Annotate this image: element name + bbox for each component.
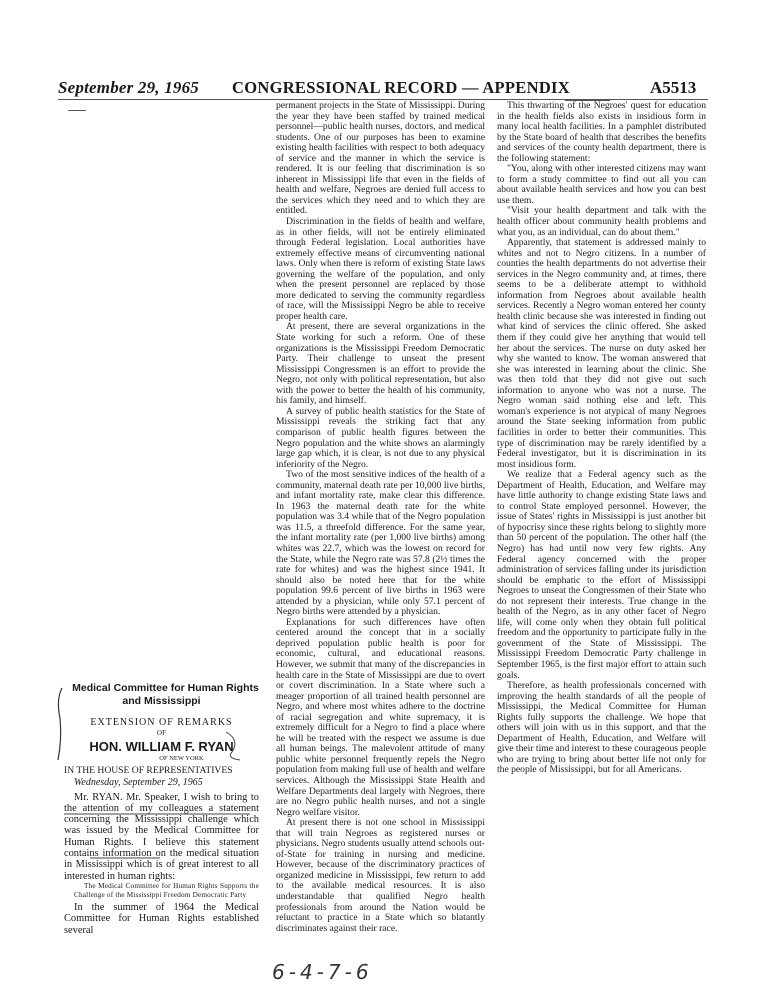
header-title: CONGRESSIONAL RECORD — APPENDIX [232,78,570,97]
member-state: OF NEW YORK [159,754,204,762]
house-label: IN THE HOUSE OF REPRESENTATIVES [64,764,233,776]
paragraph: A survey of public health statistics for the State of Mississippi reveals the striking fact that any comparison of public health figures between the Negro population and the white shows an alarmingly large gap which, it is clear, is not due to any physical inferiority of the Negro. [276,405,485,470]
paragraph: We realize that a Federal agency such as the Department of Health, Education, and Welfare may have little authority to change existing State laws and to control State employed personnel. However, the issue of States' rights in Mississippi is just another bit of hypocrisy since these rights belong to slightly more than 50 percent of the population. The other half (the Negro) has had until now very few rights. Any Federal agency concerned with the proper administration of services falling under its jurisdiction should be emphatic to the effort of Mississippi Negroes to unseat the Congressmen of their State who do not represent their interests. True change in the health of the Negro, as in any other facet of Negro life, will come only when they obtain full political freedom and the opportunity to participate fully in the government of the State of Mississippi. The Mississippi Freedom Democratic Party challenge in September 1965, is the first major effort to attain such goals. [497,469,706,681]
paragraph: Discrimination in the fields of health and welfare, as in other fields, will not be entirely eliminated through Federal legislation. Local authorities have extremely effective means of circumventing national laws. Only when there is reform of existing State laws governing the welfare of the population, and only when the present personnel are replaced by those more dedicated to serving the community regardless of race, will the Mississippi Negro be able to receive proper health care. [276,216,485,322]
column-3 [497,101,706,967]
paragraph: This thwarting of the Negroes' quest for education in the health fields also exists in insidious form in many local health facilities. In a pamphlet distributed by the State board of health that describes the benefits and services of the county health department, there is the following statement: [497,101,706,164]
paragraph: At present, there are several organizations in the State working for such a reform. One of these organizations is the Mississippi Freedom Democratic Party. Their challenge to unseat the present Mississippi Congressmen is an effort to provide the Negro, not only with political representation, but also with the power to better the health of his community, his family, and himself. [276,321,485,407]
extension-of-remarks: EXTENSION OF REMARKS [90,717,233,728]
article-heading-line2: and Mississippi [122,695,201,707]
header-page-number: A5513 [650,78,697,97]
paragraph: Two of the most sensitive indices of the health of a community, maternal death rate per 10,000 live births, and infant mortality rate, make clear this difference. In 1963 the maternal death rate for the white population was 3.4 while that of the Negro population was 11.5, a threefold difference. For the same year, the infant mortality rate (per 1,000 live births) among whites was 22.7, which was the lowest on record for the State, while the Negro rate was 57.8 (2½ times the rate for whites) and was the highest since 1941. It should also be noted here that for the white population 99.6 percent of live births in 1963 were attended by a physician, while only 57.1 percent of Negro births were attended by a physician. [276,469,485,618]
of-label: OF [157,728,166,737]
paragraph: Therefore, as health professionals concerned with improving the health standards of all the people of Mississippi, the Medical Committee for Human Rights fully supports the challenge. We hope that others will join with us in this support, and that the Department of Health, Education, and Welfare will give their time and interest to these courageous people who are trying to bring about better life not only for the people of Mississippi, but for all Americans. [497,680,706,776]
quotation: "Visit your health department and talk with the health officer about community health problems and what you, as an individual, can do about them." [497,205,706,238]
paragraph: permanent projects in the State of Mississippi. During the year they have been staffed by trained medical personnel—public health nurses, doctors, and medical students. One of our purposes has been to examine existing health facilities with respect to both adequacy of service and the manner in which the service is rendered. It is our feeling that discrimination is so inherent in Mississippi life that even in the fields of health and welfare, Negroes are denied full access to the services which they need and to which they are entitled. [276,101,485,217]
header-rule [58,99,708,100]
paragraph: At present there is not one school in Mississippi that will train Negroes as registered nurses or physicians. Negro students usually attend schools out-of-State for training in nursing and medicine. However, because of the discriminatory practices of organized medicine in Mississippi, few return to add to the available medical resources. It is also understandable that qualified Negro health professionals from around the Nation would be reluctant to practice in a State which so blatantly discriminates against their race. [276,817,485,934]
handwritten-annotation: 6-4-7-6 [272,960,373,984]
header-date: September 29, 1965 [58,78,200,97]
remarks-date: Wednesday, September 29, 1965 [74,776,203,788]
quotation: "You, along with other interested citizens may want to form a study committee to find out all you can about available health services and how you can best use them. [497,163,706,206]
column-2 [276,101,485,967]
column-1 [64,682,259,967]
paragraph: Explanations for such differences have often centered around the concept that in a socially deprived population public health is poor for economic, cultural, and educational reasons. However, we submit that many of the discrepancies in health care in the State of Mississippi are due to overt or covert discrimination. In a State where such a meager proportion of all trained health personnel are Negro, and where most whites adhere to the doctrine of racial segregation and white supremacy, it is extremely difficult for a Negro to find a place where he will be treated with the respect we assume is due all human beings. The malevolent attitude of many public white personnel frequently repels the Negro population from making full use of health and welfare services. Although the Mississippi State Health and Welfare Departments deal largely with Negroes, there are no Negro public health nurses, and not a single Negro welfare visitor. [276,616,485,818]
paragraph: In the summer of 1964 the Medical Committee for Human Rights established several [64,901,259,936]
paragraph: Apparently, that statement is addressed mainly to whites and not to Negro citizens. In a number of counties the health departments do not advertise their services in the Negro community and, at times, there seems to be a deliberate attempt to withhold information from Negroes about available health services. Recently a Negro woman entered her county health clinic because she was interested in finding out what kind of services the clinic offered. She asked them if they could give her anything that would tell her about the services. The nurse on duty asked her why she wanted to know. The woman answered that she was interested in learning about the clinic. She was then told that they did not give out such information to anyone who was not a nurse. The Negro woman said nothing else and left. This woman's experience is not atypical of many Negroes around the State seeking information from public facilities in order to better their communities. This type of discrimination may be rarely identified by a Federal investigator, but it is discrimination in its most insidious form. [497,237,706,470]
paragraph: Mr. RYAN. Mr. Speaker, I wish to bring to the attention of my colleagues a statement concerning the Mississippi challenge which was issued by the Medical Committee for Human Rights. I believe this statement contains information on the medical situation in Mississippi which is of great interest to all interested in human rights: [64,791,259,882]
statement-title: The Medical Committee for Human Rights Supports the Challenge of the Mississippi Freedom Democratic Party [74,881,259,899]
member-name: HON. WILLIAM F. RYAN [89,738,234,754]
article-heading-line1: Medical Committee for Human Rights [72,682,259,694]
pen-mark [68,110,86,111]
